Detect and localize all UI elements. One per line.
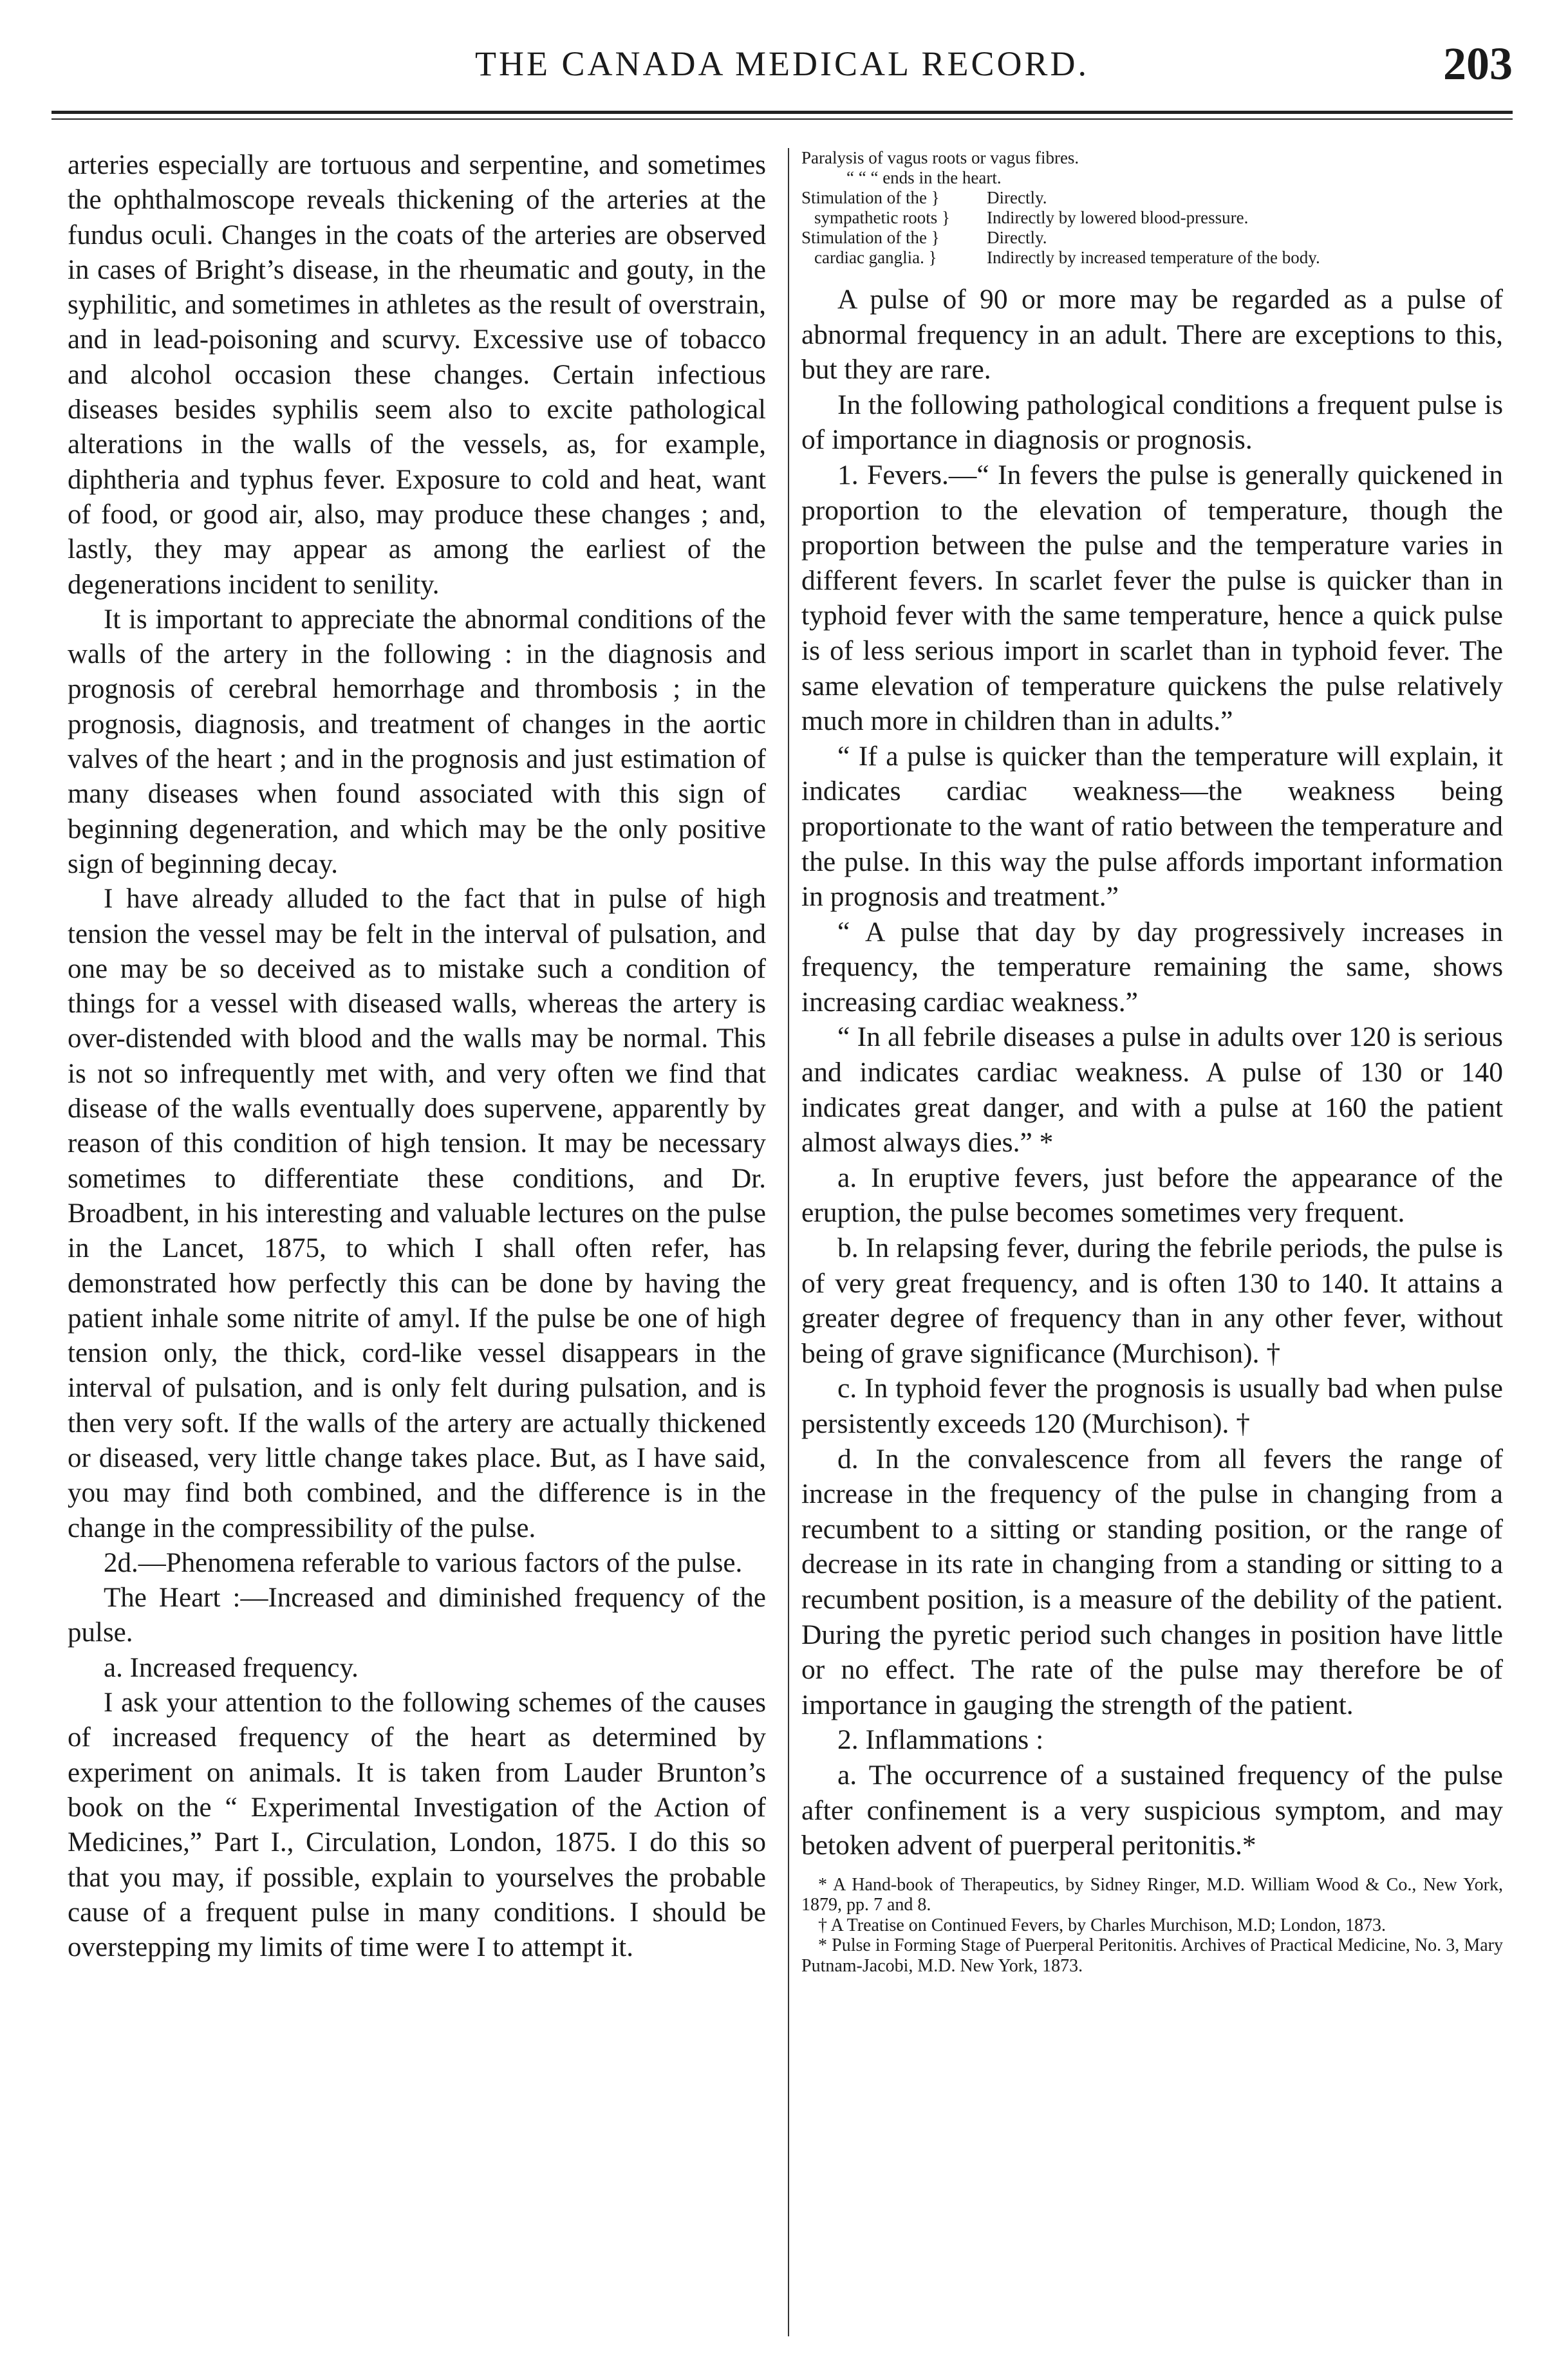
journal-title: THE CANADA MEDICAL RECORD. <box>475 44 1089 83</box>
scheme-cause: Stimulation of the } <box>801 188 940 207</box>
paragraph: I have already alluded to the fact that in pulse of high tension the vessel may be felt in the interval of pulsation, and one may be so deceived as to mistake such a condition of things for a vessel with diseased walls, whereas the artery is over-distended with blood and the walls may be normal. This is not so infrequently met with, and very often we find that disease of the walls eventually does supervene, apparently by reason of this condition of high tension. It may be necessary sometimes to differentiate these conditions, and Dr. Broadbent, in his interesting and valuable lectures on the pulse in the Lancet, 1875, to which I shall often refer, has demonstrated how perfectly this can be done by having the patient inhale some nitrite of amyl. If the pulse be one of high tension only, the thick, cord-like vessel disappears in the interval of pulsation, and is only felt during pulsation, and is then very soft. If the walls of the artery are actually thickened or diseased, very little change takes place. But, as I have said, you may find both combined, and the difference is in the change in the compressibility of the pulse. <box>68 884 766 1543</box>
paragraph: a. The occurrence of a sustained frequency of the pulse after confinement is a very suspicious symptom, and may betoken advent of puerperal peritonitis.* <box>801 1759 1503 1861</box>
scheme-row <box>801 148 1503 168</box>
paragraph: arteries especially are tortuous and serpentine, and sometimes the ophthalmoscope reveals thickening of the arteries at the fundus oculi. Changes in the coats of the arteries are observed in cases of Bright’s disease, in the rheumatic and gouty, in the syphilitic, and sometimes in athletes as the result of overstrain, and in lead-poisoning and scurvy. Excessive use of tobacco and alcohol occasion these changes. Certain infectious diseases besides syphilis seem also to excite pathological alterations in the walls of the vessels, as, for example, diphtheria and typhus fever. Exposure to cold and heat, want of food, or good air, also, may produce these changes ; and, lastly, they may appear as among the earliest of the degenerations incident to senility. <box>68 150 766 600</box>
scheme-cause: Stimulation of the } <box>801 228 940 247</box>
page-number: 203 <box>1443 38 1513 89</box>
scheme-effect: Indirectly by lowered blood-pressure. <box>987 208 1249 227</box>
header-rule-thick <box>51 111 1513 114</box>
scheme-cause: cardiac ganglia. } <box>814 248 937 267</box>
paragraph: “ In all febrile diseases a pulse in adults over 120 is serious and indicates cardiac weakness. A pulse of 130 or 140 indicates great danger, and with a pulse at 160 the patient almost always dies.” * <box>801 1021 1503 1159</box>
column-divider <box>788 148 789 2336</box>
scheme-row <box>801 248 1503 268</box>
scheme-row <box>801 188 1503 208</box>
paragraph: b. In relapsing fever, during the febrile periods, the pulse is of very great frequency, and is often 130 to 140. It attains a greater degree of frequency than in any other fever, without being of grave significance (Murchison). † <box>801 1233 1503 1369</box>
paragraph: 2d.—Phenomena referable to various factors of the pulse. <box>104 1547 743 1578</box>
footnote: * Pulse in Forming Stage of Puerperal Peritonitis. Archives of Practical Medicine, No. 3, Mary Putnam-Jacobi, M.D. New York, 1873. <box>801 1935 1503 1976</box>
paragraph: c. In typhoid fever the prognosis is usually bad when pulse persistently exceeds 120 (Murchison). † <box>801 1373 1503 1439</box>
left-column <box>68 148 766 1965</box>
scheme-effect <box>1002 168 1503 188</box>
scheme-effect <box>1079 148 1503 168</box>
paragraph: In the following pathological conditions a frequent pulse is of importance in diagnosis or prognosis. <box>801 389 1503 456</box>
scheme-effect: Directly. <box>987 188 1047 207</box>
header-rule-thin <box>51 118 1513 120</box>
paragraph: d. In the convalescence from all fevers the range of increase in the frequency of the pulse in changing from a recumbent to a sitting or standing position, or the range of decrease in its rate in changing from a standing or sitting to a recumbent position, is a measure of the debility of the patient. During the pyretic period such changes in position have little or no effect. The rate of the pulse may therefore be of importance in gauging the strength of the patient. <box>801 1443 1503 1720</box>
paragraph: a. Increased frequency. <box>104 1652 359 1683</box>
causes-scheme <box>801 148 1503 268</box>
paragraph: I ask your attention to the following schemes of the causes of increased frequency of the heart as determined by experiment on animals. It is taken from Lauder Brunton’s book on the “ Experimental Investigation of the Action of Medicines,” Part I., Circulation, London, 1875. I do this so that you may, if possible, explain to yourselves the probable cause of a frequent pulse in many conditions. I should be overstepping my limits of time were I to attempt it. <box>68 1688 766 1963</box>
paragraph: “ A pulse that day by day progressively increases in frequency, the temperature remaining the same, shows increasing cardiac weakness.” <box>801 916 1503 1018</box>
scheme-row <box>801 228 1503 248</box>
paragraph: “ If a pulse is quicker than the temperature will explain, it indicates cardiac weakness—the weakness being proportionate to the want of ratio between the temperature and the pulse. In this way the pulse affords important information in prognosis and treatment.” <box>801 740 1503 913</box>
paragraph: The Heart :—Increased and diminished frequency of the pulse. <box>68 1583 766 1648</box>
paragraph: A pulse of 90 or more may be regarded as a pulse of abnormal frequency in an adult. There are exceptions to this, but they are rare. <box>801 284 1503 386</box>
footnote: * A Hand-book of Therapeutics, by Sidney Ringer, M.D. William Wood & Co., New York, 1879, pp. 7 and 8. <box>801 1874 1503 1915</box>
footnote: † A Treatise on Continued Fevers, by Charles Murchison, M.D; London, 1873. <box>818 1915 1386 1935</box>
paragraph: a. In eruptive fevers, just before the appearance of the eruption, the pulse becomes sometimes very frequent. <box>801 1162 1503 1229</box>
scheme-cause: sympathetic roots } <box>814 208 950 227</box>
scheme-cause: Paralysis of vagus roots or vagus fibres. <box>801 148 1079 167</box>
scheme-effect: Indirectly by increased temperature of the body. <box>987 248 1320 267</box>
running-head <box>51 37 1513 102</box>
scheme-row <box>801 168 1503 188</box>
right-column <box>801 148 1503 1976</box>
paragraph: It is important to appreciate the abnormal conditions of the walls of the artery in the following : in the diagnosis and prognosis of cerebral hemorrhage and thrombosis ; in the prognosis, diagnosis, and treatment of changes in the aortic valves of the heart ; and in the prognosis and just estimation of many diseases when found associated with this sign of beginning degeneration, and which may be the only positive sign of beginning decay. <box>68 604 766 879</box>
scheme-cause: “ “ “ ends in the heart. <box>846 168 1002 187</box>
scheme-row <box>801 208 1503 228</box>
paragraph: 1. Fevers.—“ In fevers the pulse is generally quickened in proportion to the elevation of temperature, though the proportion between the pulse and the temperature varies in different fevers. In scarlet fever the pulse is quicker than in typhoid fever with the same temperature, hence a quick pulse is of less serious import in scarlet than in typhoid fever. The same elevation of temperature quickens the pulse relatively much more in children than in adults.” <box>801 459 1503 737</box>
footnotes <box>801 1875 1503 1977</box>
scheme-effect: Directly. <box>987 228 1047 247</box>
paragraph: 2. Inflammations : <box>837 1724 1044 1756</box>
